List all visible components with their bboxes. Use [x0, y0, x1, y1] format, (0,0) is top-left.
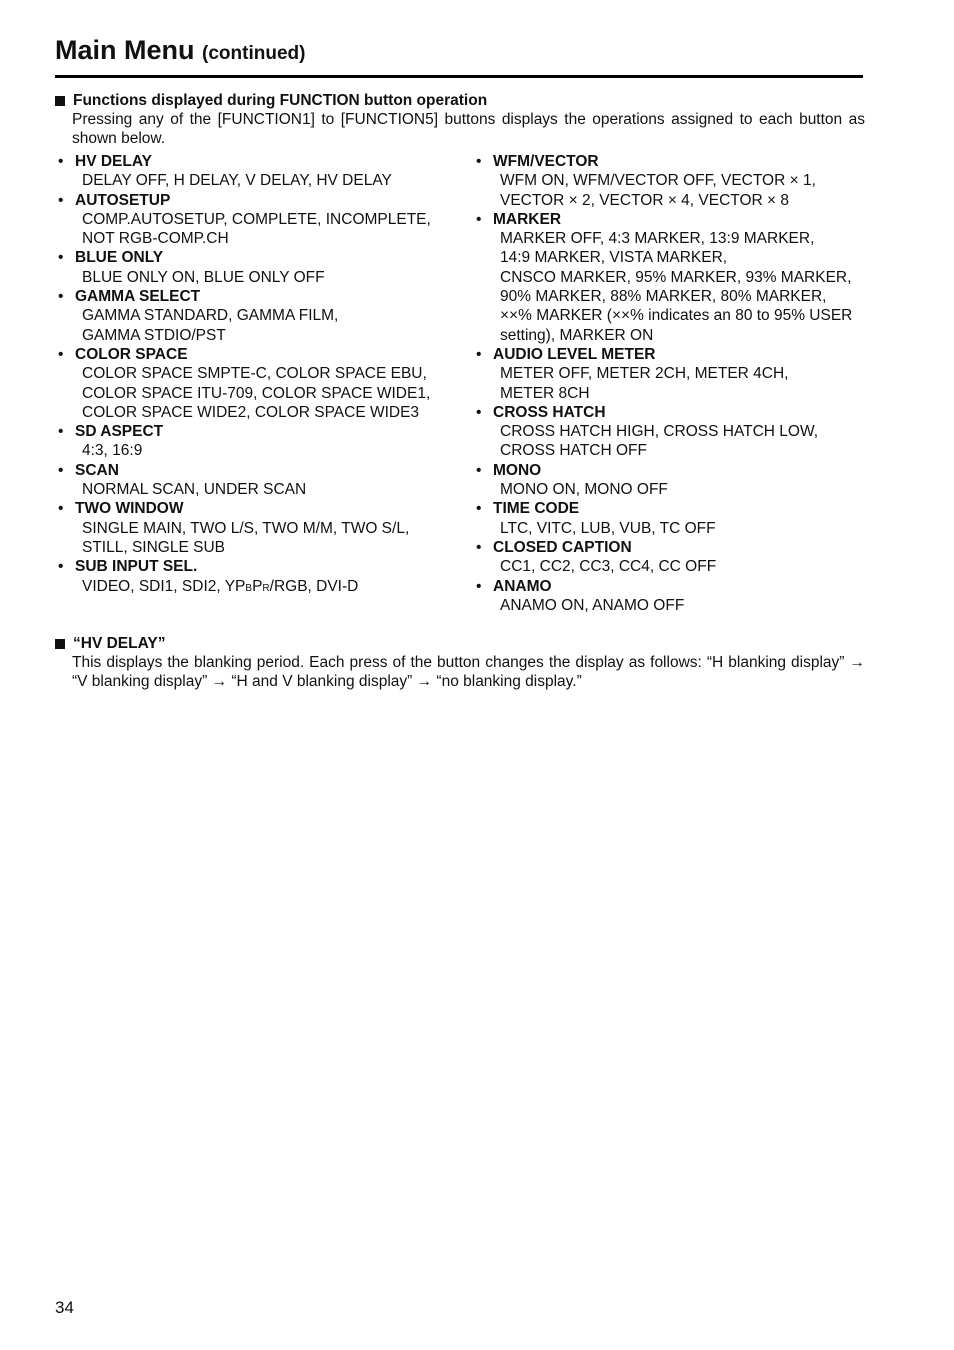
left-function-list: [58, 152, 458, 598]
list-item: [58, 345, 458, 422]
item-options: [82, 441, 458, 460]
functions-heading: [55, 91, 865, 110]
item-label: SD ASPECT: [75, 423, 164, 441]
item-options: [500, 364, 876, 403]
option-line: MARKER OFF, 4:3 MARKER, 13:9 MARKER,: [500, 230, 815, 248]
list-item: [476, 538, 876, 577]
bullet-icon: •: [476, 500, 482, 518]
option-line: MONO ON, MONO OFF: [500, 481, 668, 499]
item-options: [500, 557, 876, 576]
option-line: LTC, VITC, LUB, VUB, TC OFF: [500, 519, 716, 537]
option-line: METER OFF, METER 2CH, METER 4CH,: [500, 365, 789, 383]
item-options: [82, 306, 458, 345]
item-label: MARKER: [493, 210, 562, 228]
item-options: [500, 519, 876, 538]
hv-delay-description: This displays the blanking period. Each press of the button changes the display as follows: “H blanking display” → “V blanking display” → “H and V blanking display” → “no blanking display.”: [72, 654, 865, 691]
hv-delay-section: [55, 634, 865, 692]
option-line: ××% MARKER (××% indicates an 80 to 95% USER: [500, 307, 853, 325]
option-line: [82, 577, 458, 598]
item-label: AUDIO LEVEL METER: [493, 345, 656, 363]
option-line: DELAY OFF, H DELAY, V DELAY, HV DELAY: [82, 172, 392, 190]
item-options: [82, 171, 458, 190]
bullet-icon: •: [476, 210, 482, 228]
option-line: 90% MARKER, 88% MARKER, 80% MARKER,: [500, 288, 827, 306]
option-line: 14:9 MARKER, VISTA MARKER,: [500, 249, 728, 267]
list-item: [58, 499, 458, 557]
bullet-icon: •: [476, 538, 482, 556]
page-title-main: Main Menu: [55, 35, 195, 65]
hv-delay-heading: [55, 634, 865, 653]
hv-delay-heading-text: “HV DELAY”: [73, 635, 166, 652]
option-line: setting), MARKER ON: [500, 326, 654, 344]
bullet-icon: •: [58, 558, 64, 576]
list-item: [58, 152, 458, 191]
option-line: 4:3, 16:9: [82, 442, 143, 460]
bullet-icon: •: [476, 577, 482, 595]
functions-description: Pressing any of the [FUNCTION1] to [FUNCTION5] buttons displays the operations assigned to each button as shown below.: [72, 111, 865, 148]
list-item: [476, 210, 876, 345]
page-number: 34: [55, 1298, 74, 1317]
list-item: [58, 191, 458, 249]
black-square-icon: [55, 639, 65, 649]
bullet-icon: •: [58, 249, 64, 267]
option-line: ANAMO ON, ANAMO OFF: [500, 596, 685, 614]
option-line: NORMAL SCAN, UNDER SCAN: [82, 481, 307, 499]
item-label: HV DELAY: [75, 153, 152, 170]
list-item: [476, 152, 876, 210]
functions-heading-text: Functions displayed during FUNCTION button operation: [73, 92, 488, 109]
bullet-icon: •: [476, 153, 482, 170]
bullet-icon: •: [476, 345, 482, 363]
bullet-icon: •: [58, 423, 64, 441]
item-options: [500, 171, 876, 210]
option-line: SINGLE MAIN, TWO L/S, TWO M/M, TWO S/L,: [82, 519, 410, 537]
option-line: COLOR SPACE WIDE2, COLOR SPACE WIDE3: [82, 403, 420, 421]
item-label: TWO WINDOW: [75, 500, 184, 518]
item-options: [82, 519, 458, 558]
list-item: [58, 248, 458, 287]
item-label: SCAN: [75, 461, 119, 479]
option-line: COMP.AUTOSETUP, COMPLETE, INCOMPLETE,: [82, 210, 431, 228]
bullet-icon: •: [58, 500, 64, 518]
option-line: METER 8CH: [500, 384, 590, 402]
item-label: GAMMA SELECT: [75, 288, 201, 306]
black-square-icon: [55, 96, 65, 106]
option-line: STILL, SINGLE SUB: [82, 538, 225, 556]
functions-section: [55, 91, 865, 149]
item-options: [500, 229, 876, 345]
item-label: MONO: [493, 461, 542, 479]
list-item: [476, 577, 876, 616]
item-label: CROSS HATCH: [493, 403, 606, 421]
item-options: [82, 480, 458, 499]
bullet-icon: •: [58, 153, 64, 170]
option-text: /RGB, DVI-D: [269, 577, 359, 595]
list-item: [58, 557, 458, 598]
option-line: CNSCO MARKER, 95% MARKER, 93% MARKER,: [500, 268, 852, 286]
subscript-r: R: [262, 582, 270, 594]
option-line: GAMMA STDIO/PST: [82, 326, 226, 344]
item-label: SUB INPUT SEL.: [75, 558, 198, 576]
option-line: VECTOR × 2, VECTOR × 4, VECTOR × 8: [500, 191, 790, 209]
option-line: NOT RGB-COMP.CH: [82, 230, 229, 248]
option-line: BLUE ONLY ON, BLUE ONLY OFF: [82, 268, 325, 286]
item-label: AUTOSETUP: [75, 191, 171, 209]
item-label: WFM/VECTOR: [493, 153, 599, 170]
item-label: CLOSED CAPTION: [493, 538, 632, 556]
item-options: [82, 268, 458, 287]
right-function-list: [476, 152, 876, 615]
option-line: CROSS HATCH OFF: [500, 442, 647, 460]
page-title: [55, 30, 305, 74]
bullet-icon: •: [476, 461, 482, 479]
option-text: VIDEO, SDI1, SDI2, YP: [82, 577, 246, 595]
bullet-icon: •: [58, 461, 64, 479]
bullet-icon: •: [58, 191, 64, 209]
subscript-b: B: [245, 582, 253, 594]
page-title-sub: (continued): [202, 43, 306, 64]
option-line: COLOR SPACE SMPTE-C, COLOR SPACE EBU,: [82, 365, 427, 383]
bullet-icon: •: [58, 345, 64, 363]
option-line: CC1, CC2, CC3, CC4, CC OFF: [500, 558, 717, 576]
item-options: [82, 577, 458, 598]
item-label: ANAMO: [493, 577, 552, 595]
option-line: WFM ON, WFM/VECTOR OFF, VECTOR × 1,: [500, 172, 816, 190]
item-options: [82, 210, 458, 249]
list-item: [58, 422, 458, 461]
list-item: [58, 461, 458, 500]
item-label: TIME CODE: [493, 500, 580, 518]
list-item: [476, 403, 876, 461]
item-label: COLOR SPACE: [75, 345, 188, 363]
item-label: BLUE ONLY: [75, 249, 164, 267]
list-item: [476, 461, 876, 500]
item-options: [500, 422, 876, 461]
bullet-icon: •: [58, 288, 64, 306]
title-rule: [55, 75, 863, 78]
item-options: [500, 596, 876, 615]
list-item: [58, 287, 458, 345]
list-item: [476, 499, 876, 538]
option-text: P: [252, 577, 263, 595]
option-line: COLOR SPACE ITU-709, COLOR SPACE WIDE1,: [82, 384, 431, 402]
list-item: [476, 345, 876, 403]
item-options: [82, 364, 458, 422]
option-line: GAMMA STANDARD, GAMMA FILM,: [82, 307, 339, 325]
bullet-icon: •: [476, 403, 482, 421]
option-line: CROSS HATCH HIGH, CROSS HATCH LOW,: [500, 423, 819, 441]
item-options: [500, 480, 876, 499]
